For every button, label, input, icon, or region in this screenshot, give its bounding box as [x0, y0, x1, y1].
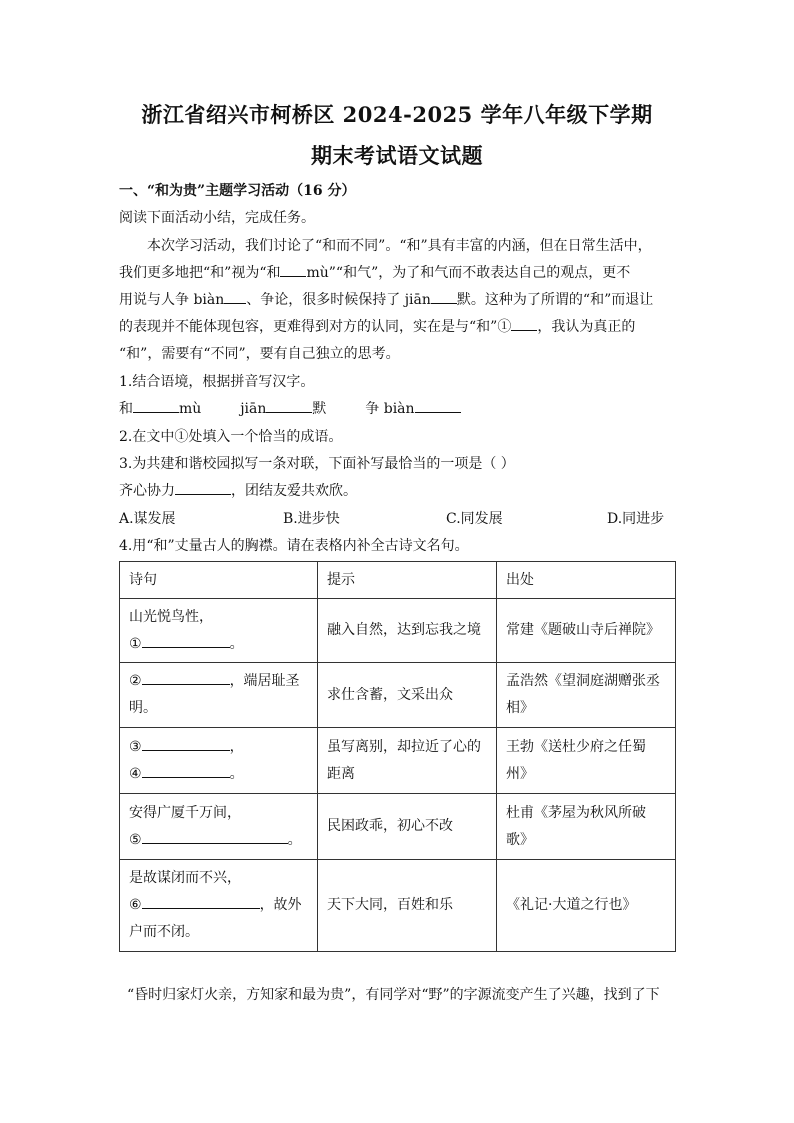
table-row	[120, 663, 676, 728]
poem-cell	[120, 599, 318, 663]
poem-cell	[120, 663, 318, 728]
q1-b-pinyin: jiān	[240, 401, 267, 417]
exam-title-line1: 浙江省绍兴市柯桥区 2024-2025 学年八年级下学期	[141, 102, 653, 127]
poem-text: 是故谋闭而不兴，	[129, 870, 241, 886]
blank-number: ①	[129, 635, 142, 652]
q1-a-label: 和	[119, 401, 133, 417]
question-3: 3.为共建和谐校园拟写一条对联，下面补写最恰当的一项是（ ）	[119, 456, 515, 472]
poem-text: 山光悦鸟性，	[129, 608, 213, 625]
poem-text: 安得广厦千万间，	[129, 804, 241, 821]
table-row	[120, 599, 676, 663]
passage-text: mù”“和气”，为了和气而不敢表达自己的观点，更不	[306, 265, 631, 281]
passage-line-3	[119, 289, 653, 309]
table-row	[120, 794, 676, 860]
section-instruction: 阅读下面活动小结，完成任务。	[119, 210, 315, 226]
poem-table	[119, 561, 676, 952]
source-cell: 孟浩然《望洞庭湖赠张丞相》	[497, 663, 676, 728]
answer-blank[interactable]	[142, 737, 230, 751]
hint-cell: 民困政乖，初心不改	[318, 794, 497, 860]
hint-cell: 天下大同，百姓和乐	[318, 860, 497, 952]
hint-cell: 融入自然，达到忘我之境	[318, 599, 497, 663]
couplet-second: ，团结友爱共欢欣。	[231, 483, 357, 499]
blank-number: ⑤	[129, 831, 142, 848]
option-a[interactable]: A.谋发展	[119, 511, 176, 527]
answer-blank[interactable]	[133, 399, 179, 413]
answer-blank[interactable]	[142, 671, 230, 685]
source-cell: 王勃《送杜少府之任蜀州》	[497, 728, 676, 794]
poem-text: ，	[229, 738, 244, 755]
passage-line-1: 本次学习活动，我们讨论了“和而不同”。“和”具有丰富的内涵，但在日常生活中，	[147, 238, 652, 254]
poem-text: 。	[287, 831, 302, 848]
header-cell: 提示	[318, 562, 497, 599]
q1-c-label: 争 biàn	[365, 401, 415, 417]
poem-text: ，端居耻圣	[229, 673, 300, 689]
answer-blank[interactable]	[142, 830, 288, 844]
blank-number: ④	[129, 765, 142, 782]
passage-line-4	[119, 316, 635, 336]
passage-text: 我们更多地把“和”视为“和	[119, 265, 281, 281]
answer-blank[interactable]	[280, 263, 306, 277]
passage-text: 、争论，很多时候保持了 jiān	[246, 292, 431, 308]
answer-blank[interactable]	[142, 634, 230, 648]
source-cell: 常建《题破山寺后禅院》	[497, 599, 676, 663]
passage-line-5: “和”，需要有“不同”，要有自己独立的思考。	[119, 346, 400, 362]
passage-text: ，我认为真正的	[537, 319, 636, 335]
passage-text: 用说与人争 biàn	[119, 292, 225, 308]
poem-cell	[120, 794, 318, 860]
answer-blank[interactable]	[415, 399, 461, 413]
poem-text: 。	[229, 635, 244, 652]
answer-blank[interactable]	[224, 290, 246, 304]
poem-text: 明。	[129, 700, 157, 716]
poem-cell	[120, 860, 318, 952]
passage-text: 的表现并不能体现包容，更难得到对方的认同，实在是与“和”①	[119, 319, 512, 335]
question-1: 1.结合语境，根据拼音写汉字。	[119, 374, 315, 390]
continuation-text: “昏时归家灯火亲，方知家和最为贵”，有同学对“野”的字源流变产生了兴趣，找到了下	[127, 987, 660, 1003]
blank-number: ⑥	[129, 897, 142, 913]
answer-blank[interactable]	[142, 764, 230, 778]
answer-blank[interactable]	[266, 399, 312, 413]
table-header-row	[120, 562, 676, 599]
poem-text: 。	[229, 765, 244, 782]
hint-cell: 虽写离别，却拉近了心的距离	[318, 728, 497, 794]
source-cell: 杜甫《茅屋为秋风所破歌》	[497, 794, 676, 860]
exam-title-line2: 期末考试语文试题	[311, 143, 483, 168]
answer-blank[interactable]	[142, 895, 260, 909]
question-2: 2.在文中①处填入一个恰当的成语。	[119, 429, 343, 445]
answer-blank[interactable]	[511, 317, 537, 331]
passage-line-2	[119, 262, 630, 282]
q1-b-label: 默	[312, 401, 327, 417]
question-1-answers	[119, 398, 461, 418]
poem-text: ，故外	[259, 897, 302, 913]
header-cell: 诗句	[120, 562, 318, 599]
section-heading: 一、“和为贵”主题学习活动（16 分）	[119, 183, 356, 199]
poem-text: 户而不闭。	[129, 924, 199, 940]
couplet-line	[119, 480, 357, 500]
header-cell: 出处	[497, 562, 676, 599]
answer-blank[interactable]	[175, 481, 231, 495]
q1-a-pinyin: mù	[179, 401, 202, 417]
source-cell: 《礼记·大道之行也》	[497, 860, 676, 952]
answer-blank[interactable]	[431, 290, 457, 304]
table-row	[120, 860, 676, 952]
hint-cell: 求仕含蓄，文采出众	[318, 663, 497, 728]
option-b[interactable]: B.进步快	[283, 511, 340, 527]
blank-number: ②	[129, 673, 142, 689]
table-row	[120, 728, 676, 794]
poem-cell	[120, 728, 318, 794]
blank-number: ③	[129, 738, 142, 755]
passage-text: 默。这种为了所谓的“和”而退让	[456, 292, 654, 308]
question-4: 4.用“和”丈量古人的胸襟。请在表格内补全古诗文名句。	[119, 538, 469, 554]
option-d[interactable]: D.同进步	[607, 511, 665, 527]
option-c[interactable]: C.同发展	[446, 511, 503, 527]
couplet-first: 齐心协力	[119, 483, 175, 499]
